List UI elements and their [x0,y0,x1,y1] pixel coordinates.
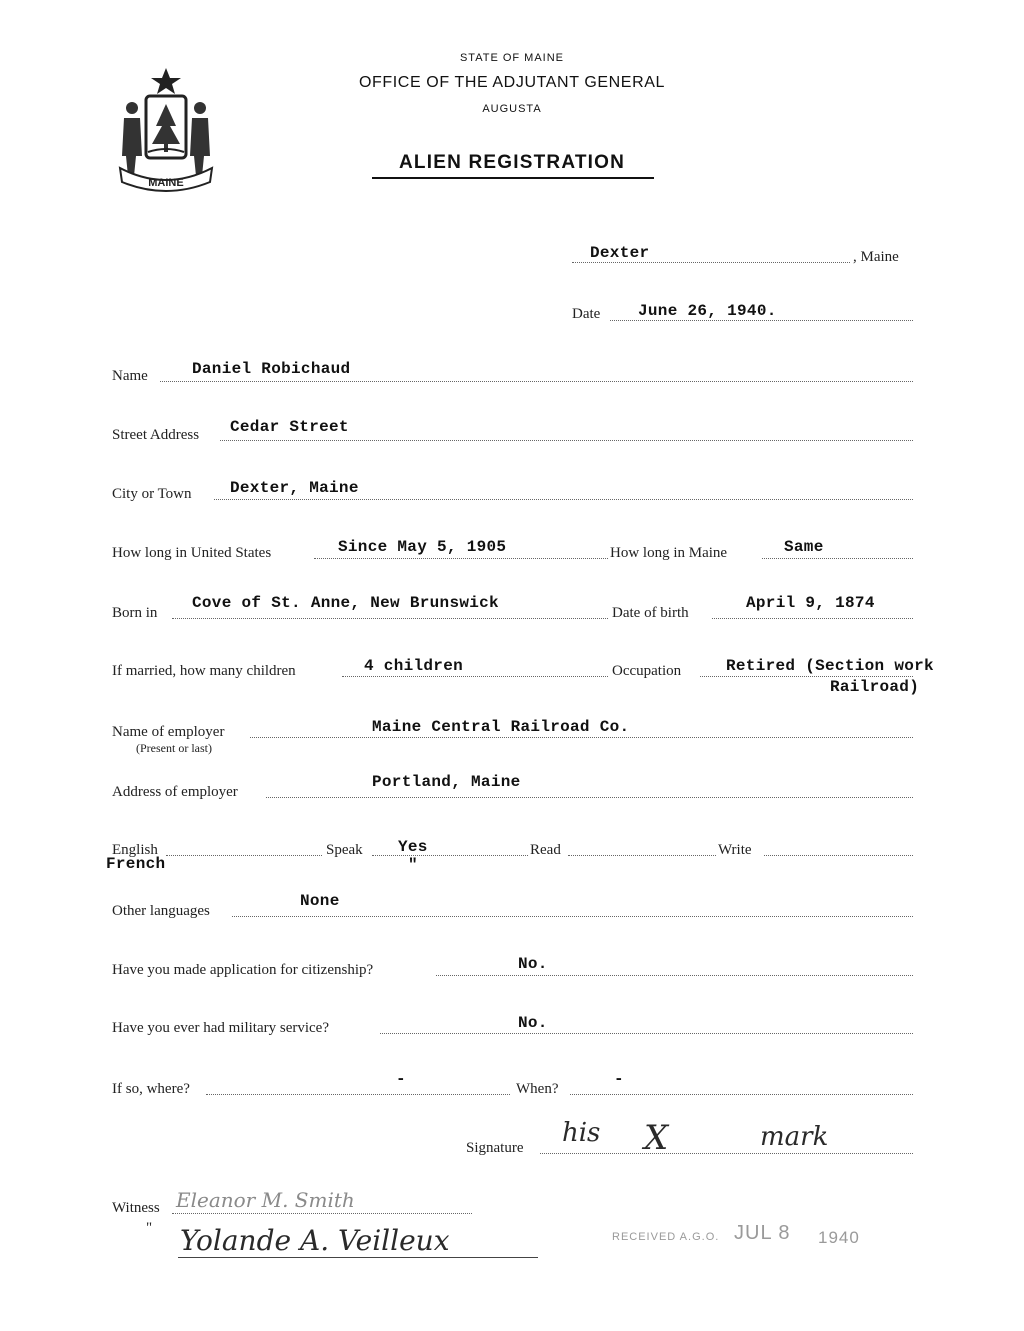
town-line [572,262,850,263]
state-suffix: , Maine [853,249,899,265]
occupation-value-line1: Retired (Section work [726,657,934,675]
how-long-us-value: Since May 5, 1905 [338,538,507,556]
write-line [764,855,913,856]
read-line [568,855,716,856]
city-town-value: Dexter, Maine [230,479,359,497]
employer-address-line [266,797,913,798]
military-value: No. [518,1014,548,1032]
witness-ditto: " [146,1220,153,1236]
speak-english-value: Yes [398,838,428,856]
children-line [342,676,608,677]
born-in-label: Born in [112,605,158,621]
received-stamp: RECEIVED A.G.O. [612,1231,720,1243]
write-label: Write [718,842,752,858]
signature-label: Signature [466,1140,524,1156]
name-value: Daniel Robichaud [192,360,351,378]
employer-label: Name of employer [112,724,225,740]
seal-text: MAINE [148,177,184,189]
header-state: STATE OF MAINE [459,52,565,64]
english-line [166,855,322,856]
date-label: Date [572,306,601,322]
military-label: Have you ever had military service? [112,1020,329,1036]
occupation-line [700,676,913,677]
date-of-birth-value: April 9, 1874 [746,594,875,612]
signature-x: X [644,1118,669,1158]
when-label: When? [516,1081,559,1097]
date-of-birth-line [712,618,913,619]
occupation-value-line2: Railroad) [830,678,920,696]
employer-value: Maine Central Railroad Co. [372,718,630,736]
witness-label: Witness [112,1200,160,1216]
how-long-us-line [314,558,608,559]
where-line [206,1094,510,1095]
french-value: French [106,855,166,873]
witness-2-signature: Yolande A. Veilleux [180,1224,450,1257]
employer-note: (Present or last) [136,741,212,755]
children-label: If married, how many children [112,663,296,679]
date-value: June 26, 1940. [638,302,777,320]
town-value: Dexter [590,244,650,262]
state-of-maine-seal-icon [112,66,220,196]
english-label: English [112,842,158,858]
speak-label: Speak [326,842,363,858]
when-line [570,1094,913,1095]
page-title: ALIEN REGISTRATION [398,152,626,173]
street-line [220,440,913,441]
where-label: If so, where? [112,1081,190,1097]
date-of-birth-label: Date of birth [612,605,689,621]
how-long-maine-value: Same [784,538,824,556]
witness-2-underline [178,1257,538,1258]
citizenship-line [436,975,913,976]
employer-line [250,737,913,738]
date-line [610,320,913,321]
speak-line [372,855,528,856]
name-line [160,381,913,382]
employer-address-value: Portland, Maine [372,773,521,791]
received-stamp-year: 1940 [818,1228,860,1247]
military-line [380,1033,913,1034]
signature-mark: mark [760,1122,829,1152]
citizenship-value: No. [518,955,548,973]
born-in-value: Cove of St. Anne, New Brunswick [192,594,499,612]
how-long-us-label: How long in United States [112,545,272,561]
title-underline [372,177,654,179]
name-label: Name [112,368,148,384]
city-town-line [214,499,913,500]
state-seal [112,66,220,196]
how-long-maine-line [762,558,913,559]
other-languages-label: Other languages [112,903,210,919]
city-town-label: City or Town [112,486,192,502]
other-languages-value: None [300,892,340,910]
where-value: - [396,1070,406,1088]
employer-address-label: Address of employer [112,784,238,800]
occupation-label: Occupation [612,663,682,679]
header-city: AUGUSTA [482,103,542,115]
signature-his: his [562,1118,601,1148]
witness-line [172,1213,472,1214]
when-value: - [614,1070,624,1088]
signature-line [540,1153,913,1154]
street-label: Street Address [112,427,200,443]
born-in-line [172,618,608,619]
witness-1-signature: Eleanor M. Smith [176,1188,355,1212]
read-label: Read [530,842,561,858]
received-stamp-date: JUL 8 [734,1222,791,1244]
street-value: Cedar Street [230,418,349,436]
header-office: OFFICE OF THE ADJUTANT GENERAL [358,74,666,91]
how-long-maine-label: How long in Maine [610,545,728,561]
speak-french-ditto: " [408,856,418,874]
citizenship-label: Have you made application for citizenship? [112,962,374,978]
children-value: 4 children [364,657,464,675]
other-languages-line [232,916,913,917]
